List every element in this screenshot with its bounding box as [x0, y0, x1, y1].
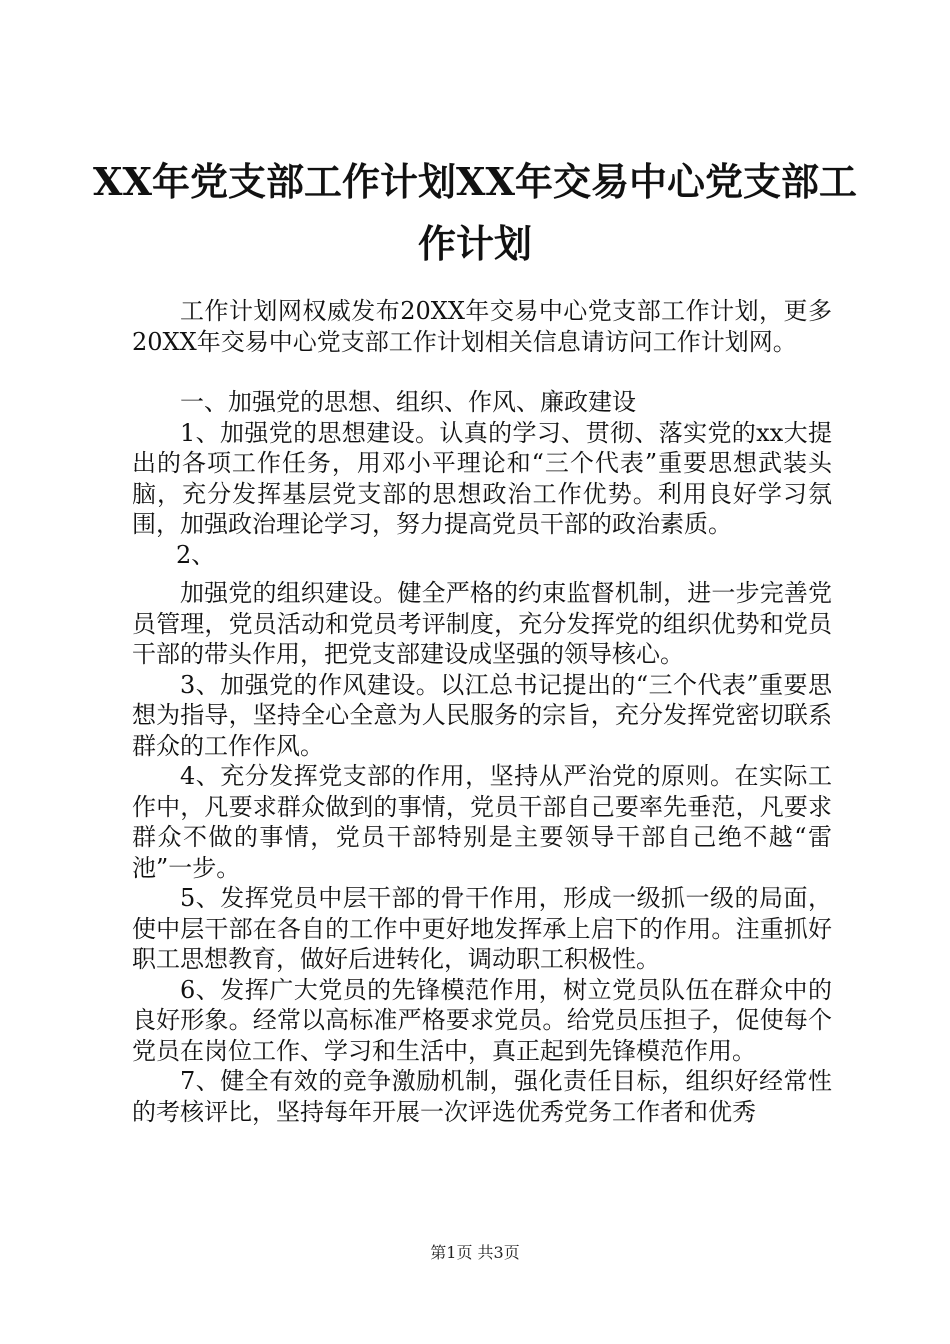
document-title-line-1: XX年党支部工作计划XX年交易中心党支部工	[93, 159, 857, 204]
item-4-paragraph: 4、充分发挥党支部的作用，坚持从严治党的原则。在实际工作中，凡要求群众做到的事情，党员干部自己要率先垂范，凡要求群众不做的事情，党员干部特别是主要领导干部自己绝不越“雷池”一步。	[132, 762, 832, 882]
document-body	[132, 296, 832, 1127]
item-6-paragraph: 6、发挥广大党员的先锋模范作用，树立党员队伍在群众中的良好形象。经常以高标准严格要求党员。给党员压担子，促使每个党员在岗位工作、学习和生活中，真正起到先锋模范作用。	[132, 975, 832, 1065]
page-footer: 第1页 共3页	[430, 1243, 520, 1262]
item-2-paragraph: 加强党的组织建设。健全严格的约束监督机制，进一步完善党员管理，党员活动和党员考评制度，充分发挥党的组织优势和党员干部的带头作用，把党支部建设成坚强的领导核心。	[132, 579, 832, 668]
item-2-number: 2、	[176, 540, 216, 569]
document-title-line-2: 作计划	[417, 221, 532, 266]
section-heading: 一、加强党的思想、组织、作风、廉政建设	[180, 388, 636, 416]
item-7-paragraph: 7、健全有效的竞争激励机制，强化责任目标，组织好经常性的考核评比，坚持每年开展一次评选优秀党务工作者和优秀	[132, 1067, 832, 1126]
intro-paragraph: 工作计划网权威发布20XX年交易中心党支部工作计划，更多20XX年交易中心党支部工作计划相关信息请访问工作计划网。	[132, 297, 832, 356]
item-1-paragraph: 1、加强党的思想建设。认真的学习、贯彻、落实党的xx大提出的各项工作任务，用邓小平理论和“三个代表”重要思想武装头脑，充分发挥基层党支部的思想政治工作优势。利用良好学习氛围，加强政治理论学习，努力提高党员干部的政治素质。	[132, 418, 832, 538]
item-3-paragraph: 3、加强党的作风建设。以江总书记提出的“三个代表”重要思想为指导，坚持全心全意为人民服务的宗旨，充分发挥党密切联系群众的工作作风。	[132, 670, 832, 760]
item-5-paragraph: 5、发挥党员中层干部的骨干作用，形成一级抓一级的局面，使中层干部在各自的工作中更好地发挥承上启下的作用。注重抓好职工思想教育，做好后进转化，调动职工积极性。	[132, 884, 832, 973]
